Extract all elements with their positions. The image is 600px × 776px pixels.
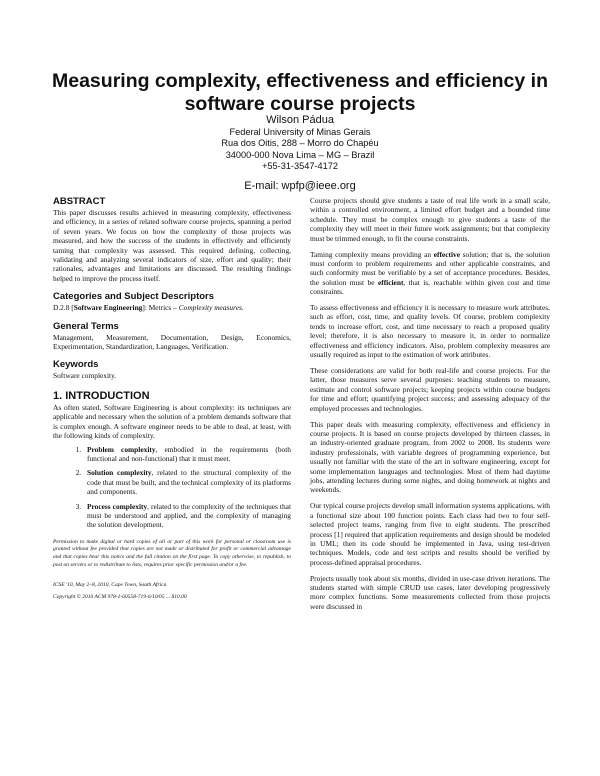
- paragraph: Projects usually took about six months, divided in use-case driven iterations. The students started with simple CRUD use cases, later developing progressively more complex functions. Some measurements collected from those projects were discussed in: [310, 573, 550, 611]
- list-item-term: Solution complexity: [87, 468, 152, 478]
- list-item: [83, 468, 291, 496]
- author-email: E-mail: wpfp@ieee.org: [244, 180, 356, 192]
- introduction-text: As often stated, Software Engineering is about complexity: its techniques are applicable and necessary when the solution of a problem demands software that is complex enough. A software engineer needs to be able to deal, at least, with the following kinds of complexity.: [53, 402, 291, 441]
- complexity-list: [53, 445, 291, 530]
- emphasis-efficient: efficient: [377, 277, 404, 287]
- author-name: Wilson Pádua: [266, 114, 334, 126]
- categories-text: [53, 303, 291, 312]
- paragraph: These considerations are valid for both real-life and course projects. For the latter, those measures serve several purposes: teaching students to measure, estimate and control software projects; keeping projects within course budgets for time and effort; quantifying project success; and assessing adequacy of the employed processes and technologies.: [310, 366, 550, 413]
- copyright-line: Copyright © 2010 ACM 978-1-60558-719-6/10/05 ... $10.00: [53, 593, 187, 600]
- paragraph: To assess effectiveness and efficiency it is necessary to measure work attributes, such as effort, cost, time, and quality levels. Of course, problem complexity tends to increase effort, cost, and time necessary to reach a proposed quality level; therefore, it is also necessary to measure it, in order to normalize effectiveness and efficiency indicators. Also, problem complexity measures are usually required as input to the estimation of work attributes.: [310, 303, 550, 360]
- general-terms-heading: General Terms: [53, 320, 119, 332]
- left-column: [53, 196, 291, 605]
- paragraph: Course projects should give students a taste of real life work in a small scale, within a controlled environment, a limited effort budget and a bounded time schedule. They must be complex enough to give students a taste of the complexity they will meet in their future work assignments; but that complexity must be trimmed enough, to fit the course constraints.: [310, 196, 550, 243]
- conference-info: [53, 582, 291, 601]
- categories-bold: Software Engineering: [73, 303, 143, 313]
- keywords-text: Software complexity.: [53, 371, 117, 381]
- categories-rest: ]: Metrics –: [142, 303, 179, 313]
- list-item-term: Problem complexity: [87, 444, 156, 454]
- categories-italic: Complexity measures.: [178, 303, 244, 313]
- author-phone: +55-31-3547-4172: [262, 160, 338, 171]
- list-item: [83, 502, 291, 530]
- permission-notice: Permission to make digital or hard copies of all or part of this work for personal or classroom use is granted without fee provided that copies are not made or distributed for profit or commercial advantage and that copies bear this notice and the full citation on the first page. To copy otherwise, to republish, to post on servers or to redistribute to lists, requires prior specific permission and/or a fee.: [53, 538, 291, 568]
- abstract-text: This paper discusses results achieved in measuring complexity, effectiveness and efficiency, in a series of related software course projects, spanning a period of seven years. We focus on how the complexity of those projects was measured, and how the success of the students in effectively and efficiently taming that complexity was assessed. This required defining, collecting, validating and analyzing several indicators of size, effort and quality; their rationales, advantages and limitations are discussed. The resulting findings helped to improve the process itself.: [53, 208, 291, 283]
- conference-line: ICSE '10, May 2–8, 2010, Cape Town, South Africa: [53, 582, 167, 589]
- paragraph-text: , that is, reachable within given cost and time constraints.: [310, 277, 550, 297]
- list-item-text: , embodied in the requirements (both functional and non-functional) that it must meet.: [87, 444, 291, 463]
- right-column: [310, 196, 550, 618]
- categories-code: D.2.8 [: [53, 303, 74, 313]
- list-item-text: , related to the complexity of the techniques that must be understood and applied, and the complexity of managing the solution development.: [87, 501, 291, 530]
- abstract-heading: ABSTRACT: [53, 196, 106, 207]
- author-address-line1: Rua dos Oitis, 288 – Morro do Chapéu: [221, 138, 379, 149]
- author-block: [150, 114, 450, 172]
- emphasis-effective: effective: [433, 249, 460, 259]
- categories-heading: Categories and Subject Descriptors: [53, 291, 215, 303]
- paper-title: Measuring complexity, effectiveness and efficiency in software course projects: [52, 70, 548, 115]
- paragraph: Our typical course projects develop small information systems applications, with a functional size about 100 function points. Each class had two to four self-selected project teams, ranging from five to eight students. The prescribed process [1] required that application requirements and design should be modeled in UML; then its code should be implemented in Java, using test-driven techniques. Models, code and test scripts and results should be verified by process-defined appraisal procedures.: [310, 501, 550, 567]
- paragraph: This paper deals with measuring complexity, effectiveness and efficiency in course projects. It is based on course projects developed by thirteen classes, in an industry-oriented graduate program, from 2002 to 2008. Its students were industry professionals, with variable degrees of programming experience, but usually not familiar with the state of the art in software engineering, except for some implementation languages and technologies. Most of them had daytime jobs, attending lectures during some nights, and doing homework at nights and weekends.: [310, 419, 550, 495]
- list-item: [83, 445, 291, 464]
- general-terms-text: Management, Measurement, Documentation, Design, Economics, Experimentation, Standardization, Languages, Verification.: [53, 332, 291, 352]
- list-item-term: Process complexity: [87, 501, 148, 511]
- list-item-text: , related to the structural complexity of the code that must be built, and the technical complexity of its platforms and components.: [87, 468, 291, 497]
- paragraph-text: solution; that is, the solution must conform to problem requirements and other applicable constraints, and such conformity must be verifiable by a set of acceptance procedures. Besides, the solution must be: [310, 249, 550, 287]
- introduction-heading: 1. INTRODUCTION: [53, 389, 150, 402]
- paragraph: [310, 250, 550, 297]
- author-address-line2: 34000-000 Nova Lima – MG – Brazil: [225, 149, 375, 160]
- keywords-heading: Keywords: [53, 359, 99, 371]
- author-affiliation: Federal University of Minas Gerais: [229, 127, 371, 137]
- paragraph-text: Taming complexity means providing an: [310, 249, 434, 259]
